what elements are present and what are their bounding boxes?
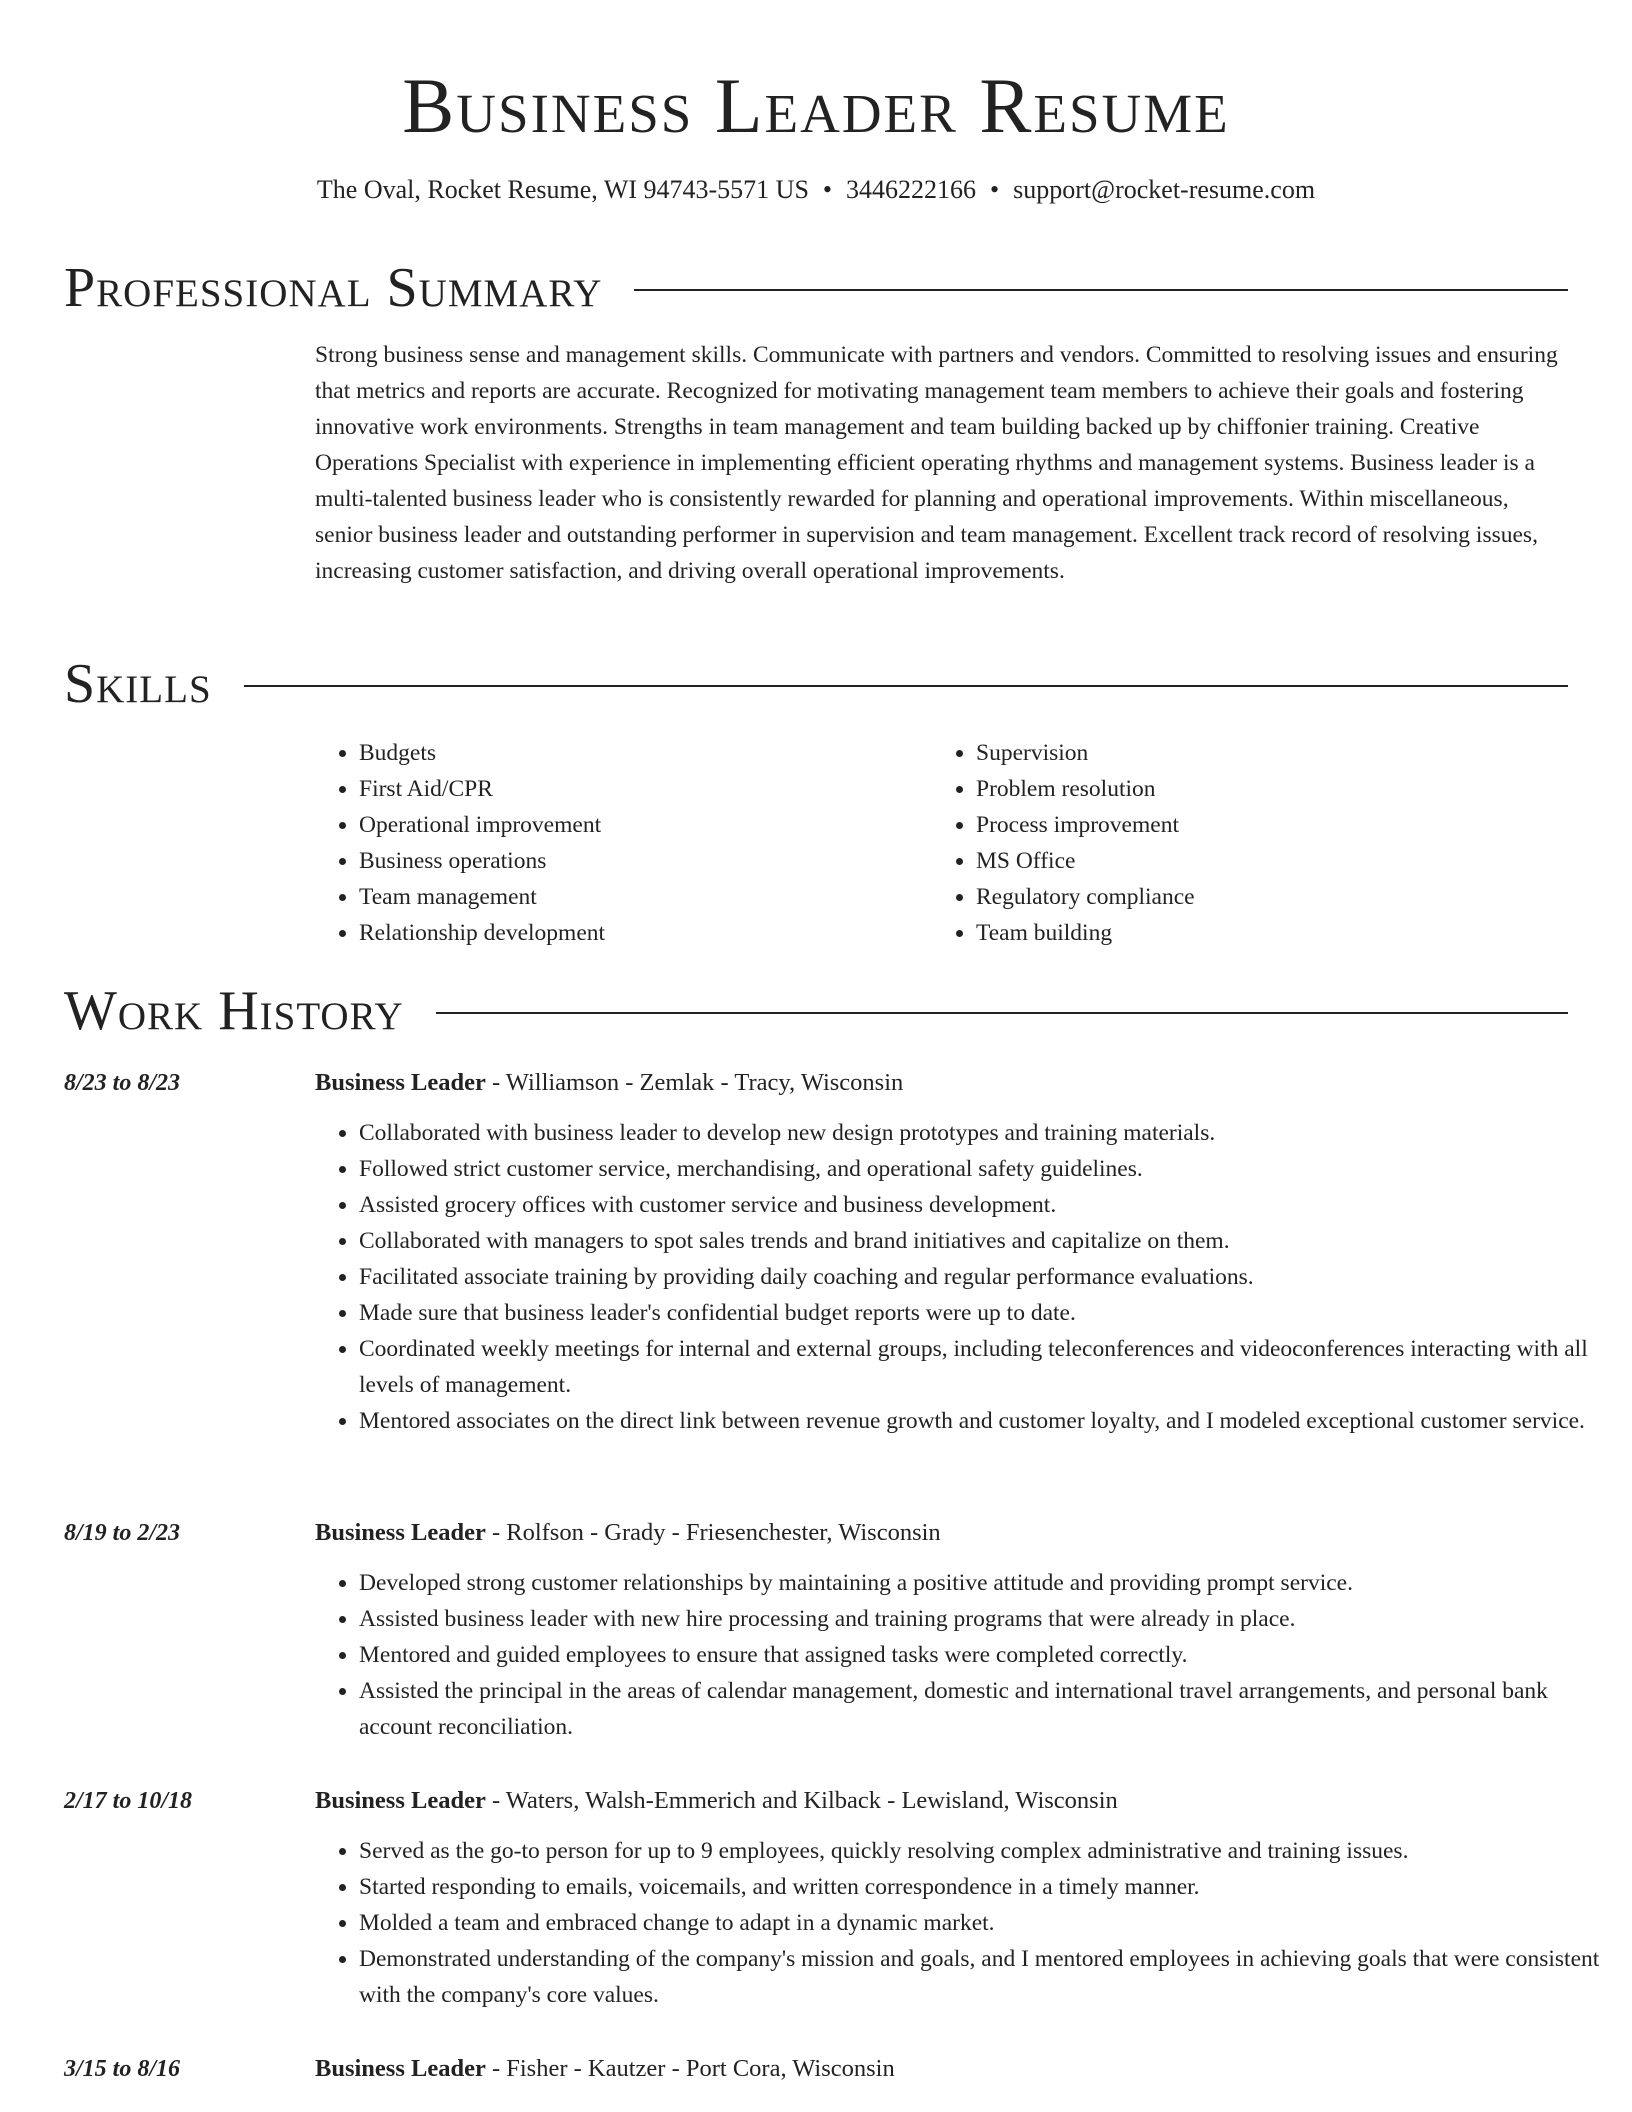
- job-bullet: • Molded a team and embraced change to adapt in a dynamic market.: [359, 1905, 1612, 1941]
- job-heading: [315, 2051, 895, 2087]
- job-bullet: • Followed strict customer service, merchandising, and operational safety guidelines.: [359, 1151, 1612, 1187]
- skill-item: • First Aid/CPR: [359, 771, 915, 807]
- skills-column-right: [932, 735, 1532, 951]
- section-divider: [244, 685, 1568, 687]
- skill-item: • Problem resolution: [976, 771, 1532, 807]
- job-title: Business Leader: [315, 1519, 486, 1546]
- job-bullet: • Assisted grocery offices with customer service and business development.: [359, 1187, 1612, 1223]
- job-bullets: [315, 1115, 1612, 1439]
- contact-separator: •: [822, 175, 833, 204]
- job-bullet: • Developed strong customer relationships by maintaining a positive attitude and providing prompt service.: [359, 1565, 1612, 1601]
- job-bullets: [315, 1565, 1612, 1745]
- summary-text: Strong business sense and management skills. Communicate with partners and vendors. Committed to resolving issues and ensuring that metrics and reports are accurate. Recognized for motivating management team members to achieve their goals and fostering innovative work environments. Strengths in team management and team building backed up by chiffonier training. Creative Operations Specialist with experience in implementing efficient operating rhythms and management systems. Business leader is a multi-talented business leader who is consistently rewarded for planning and operational improvements. Within miscellaneous, senior business leader and outstanding performer in supervision and team management. Excellent track record of resolving issues, increasing customer satisfaction, and driving overall operational improvements.: [315, 342, 1558, 584]
- job-dates: 3/15 to 8/16: [64, 2056, 181, 2082]
- section-divider: [634, 289, 1568, 291]
- skill-item: • MS Office: [976, 843, 1532, 879]
- section-divider: [436, 1012, 1568, 1014]
- job-bullet: • Served as the go-to person for up to 9 employees, quickly resolving complex administrative and training issues.: [359, 1833, 1612, 1869]
- job-bullet: • Assisted the principal in the areas of calendar management, domestic and international travel arrangements, and personal bank account reconciliation.: [359, 1673, 1612, 1745]
- skill-item: • Budgets: [359, 735, 915, 771]
- summary-section-title: Professional Summary: [64, 257, 603, 319]
- job-bullet: • Assisted business leader with new hire processing and training programs that were already in place.: [359, 1601, 1612, 1637]
- skill-item: • Relationship development: [359, 915, 915, 951]
- skills-list-right: [932, 735, 1532, 951]
- resume-name: Business Leader Resume: [402, 62, 1230, 149]
- skill-item: • Team building: [976, 915, 1532, 951]
- job-bullet: • Mentored associates on the direct link between revenue growth and customer loyalty, and I modeled exceptional customer service.: [359, 1403, 1612, 1439]
- job-employer: - Fisher - Kautzer - Port Cora, Wisconsin: [485, 2055, 895, 2082]
- job-bullet: • Collaborated with business leader to develop new design prototypes and training materials.: [359, 1115, 1612, 1151]
- skill-item: • Team management: [359, 879, 915, 915]
- job-title: Business Leader: [315, 2055, 486, 2082]
- job-bullet: • Collaborated with managers to spot sales trends and brand initiatives and capitalize on them.: [359, 1223, 1612, 1259]
- contact-phone: 3446222166: [846, 175, 977, 204]
- skill-item: • Regulatory compliance: [976, 879, 1532, 915]
- contact-separator: •: [990, 175, 1000, 204]
- job-bullet: • Mentored and guided employees to ensure that assigned tasks were completed correctly.: [359, 1637, 1612, 1673]
- job-bullet: • Facilitated associate training by providing daily coaching and regular performance evaluations.: [359, 1259, 1612, 1295]
- contact-email: support@rocket-resume.com: [1013, 175, 1316, 204]
- job-bullet: • Made sure that business leader's confidential budget reports were up to date.: [359, 1295, 1612, 1331]
- skill-item: • Supervision: [976, 735, 1532, 771]
- skill-item: • Process improvement: [976, 807, 1532, 843]
- job-heading: [315, 1783, 1118, 1819]
- job-dates: 8/23 to 8/23: [64, 1070, 181, 1096]
- job-dates: 2/17 to 10/18: [64, 1788, 193, 1814]
- job-heading: [315, 1065, 903, 1101]
- contact-line: [0, 173, 1632, 207]
- job-bullet: • Started responding to emails, voicemails, and written correspondence in a timely manner.: [359, 1869, 1612, 1905]
- job-title: Business Leader: [315, 1787, 486, 1814]
- skill-item: • Operational improvement: [359, 807, 915, 843]
- job-employer: - Williamson - Zemlak - Tracy, Wisconsin: [485, 1069, 904, 1096]
- skills-section-header: [64, 652, 1568, 716]
- job-title: Business Leader: [315, 1069, 486, 1096]
- job-dates: 8/19 to 2/23: [64, 1520, 181, 1546]
- summary-section-header: [64, 256, 1568, 320]
- contact-address: The Oval, Rocket Resume, WI 94743-5571 US: [316, 175, 809, 204]
- work-section-title: Work History: [64, 980, 404, 1042]
- job-bullet: • Coordinated weekly meetings for internal and external groups, including teleconferences and videoconferences interacting with all levels of management.: [359, 1331, 1612, 1403]
- skills-section-title: Skills: [64, 653, 212, 715]
- skills-list-left: [315, 735, 915, 951]
- job-bullet: • Demonstrated understanding of the company's mission and goals, and I mentored employees in achieving goals that were consistent with the company's core values.: [359, 1941, 1612, 2013]
- work-section-header: [64, 979, 1568, 1043]
- job-heading: [315, 1515, 941, 1551]
- job-employer: - Rolfson - Grady - Friesenchester, Wisconsin: [485, 1519, 941, 1546]
- job-employer: - Waters, Walsh-Emmerich and Kilback - Lewisland, Wisconsin: [485, 1787, 1118, 1814]
- skill-item: • Business operations: [359, 843, 915, 879]
- skills-column-left: [315, 735, 915, 951]
- job-bullets: [315, 1833, 1612, 2013]
